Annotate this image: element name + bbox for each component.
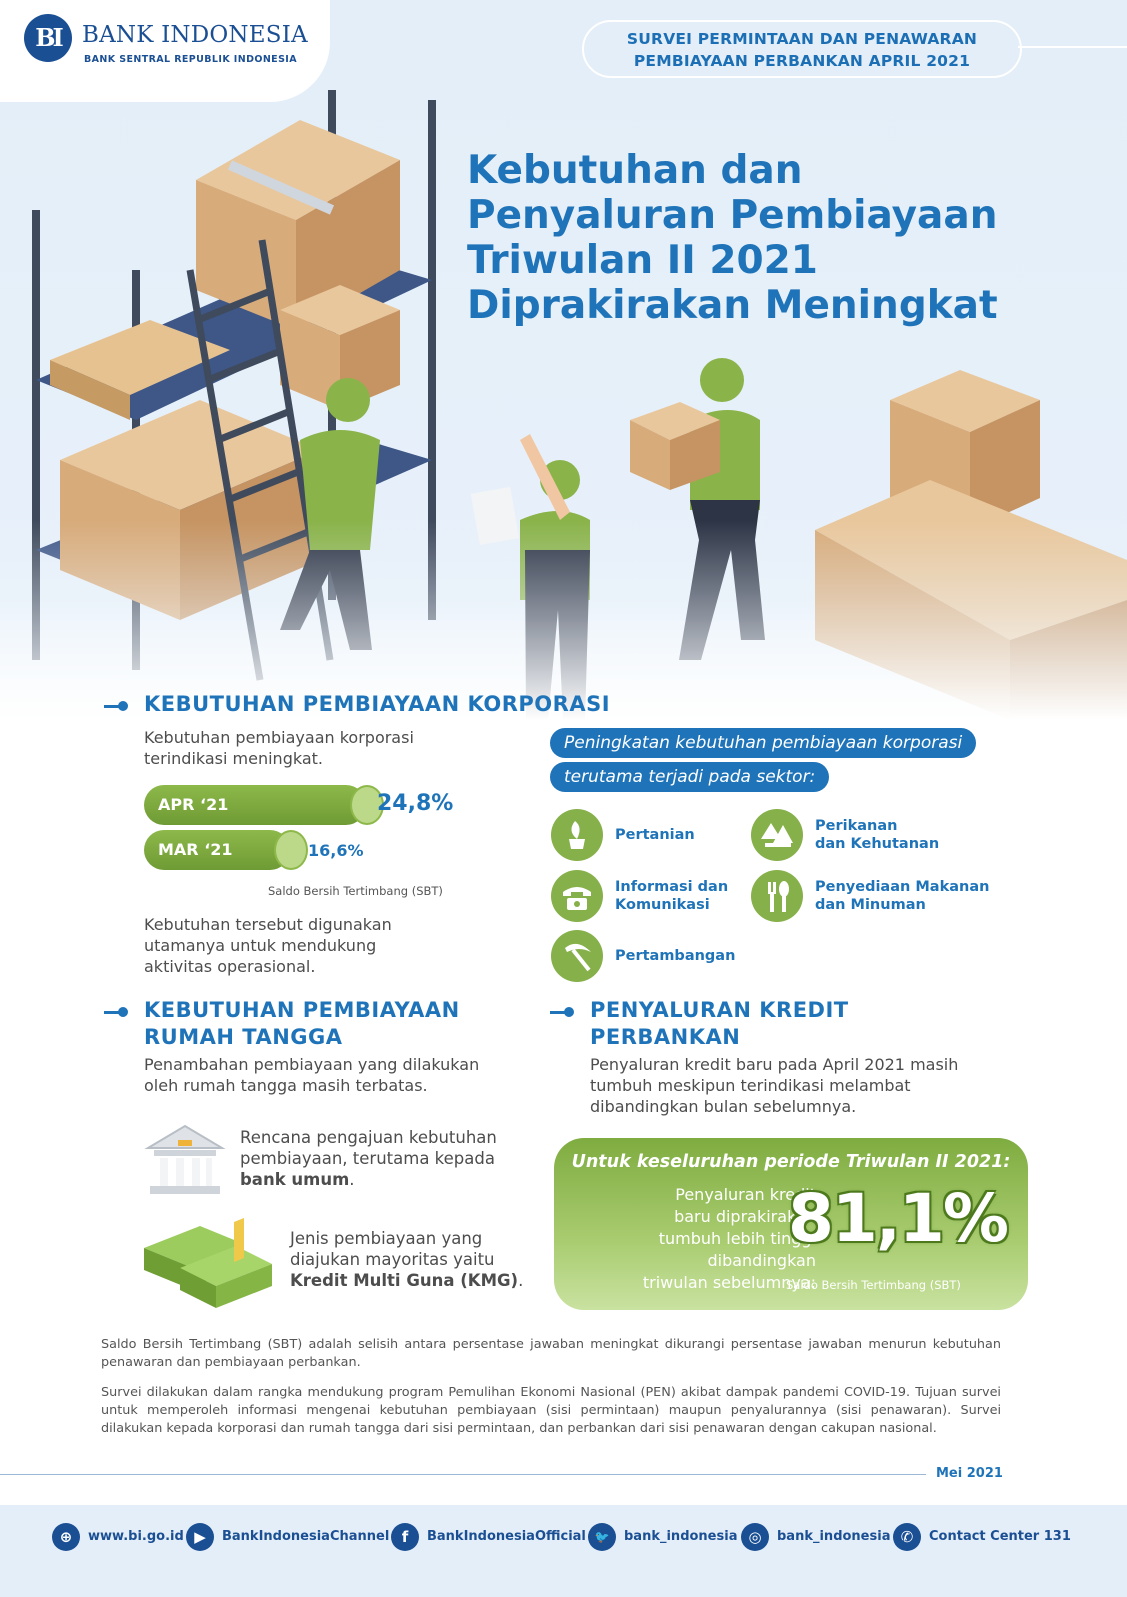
sector-informasi-line1: Informasi dan [615, 879, 729, 895]
link-youtube-text: BankIndonesiaChannel [222, 1529, 390, 1544]
sector-tag-line1: Peningkatan kebutuhan pembiayaan korporasi [550, 728, 976, 758]
kredit-intro-line1: Penyaluran kredit baru pada April 2021 masih [590, 1055, 959, 1074]
sector-makanan-line1: Penyediaan Makanan [815, 879, 990, 895]
link-contact-text: Contact Center 131 [929, 1529, 1071, 1544]
rt-bank-line2: pembiayaan, terutama kepada [240, 1149, 495, 1168]
bar-mar-end [274, 830, 308, 870]
box-desc-line1: Penyaluran kredit [675, 1185, 816, 1204]
instagram-icon: ◎ [741, 1523, 769, 1551]
rt-bank-line1: Rencana pengajuan kebutuhan [240, 1128, 497, 1147]
rt-kmg-emphasis: Kredit Multi Guna (KMG) [290, 1271, 519, 1290]
tree-icon [751, 809, 803, 861]
bar-mar-21 [144, 830, 290, 870]
sector-makanan [815, 878, 989, 914]
kredit-intro-line3: dibandingkan bulan sebelumnya. [590, 1097, 857, 1116]
money-stack-icon [140, 1218, 276, 1310]
heading-rt-line2: RUMAH TANGGA [144, 1025, 343, 1049]
rt-kmg-period: . [518, 1271, 524, 1290]
sector-tag-line2: terutama terjadi pada sektor: [550, 762, 829, 792]
rt-kmg-line1: Jenis pembiayaan yang [290, 1229, 483, 1248]
kredit-box-title: Untuk keseluruhan periode Triwulan II 2021: [571, 1152, 1011, 1172]
link-instagram-text: bank_indonesia [777, 1529, 891, 1544]
sector-perikanan [815, 817, 939, 853]
rt-bank-text [240, 1127, 497, 1190]
kredit-highlight-box [554, 1138, 1028, 1310]
bar-mar-label: MAR ‘21 [158, 840, 233, 859]
title-line2: Penyaluran Pembiayaan [467, 193, 998, 238]
heading-rt-line1: KEBUTUHAN PEMBIAYAAN [144, 998, 460, 1022]
section-bullet-icon [550, 1007, 576, 1017]
section-bullet-icon [104, 1007, 130, 1017]
title-line4: Diprakirakan Meningkat [467, 283, 998, 328]
logo-name: BANK INDONESIA [82, 22, 308, 48]
sector-informasi-line2: Komunikasi [615, 897, 710, 913]
sector-pertambangan-label: Pertambangan [615, 948, 736, 964]
korporasi-intro-line2: terindikasi meningkat. [144, 749, 323, 768]
link-website-text: www.bi.go.id [88, 1529, 184, 1544]
survey-title-line2: PEMBIAYAAN PERBANKAN APRIL 2021 [633, 52, 971, 70]
facebook-icon: f [391, 1523, 419, 1551]
telephone-icon [551, 870, 603, 922]
youtube-icon: ▶ [186, 1523, 214, 1551]
bar-apr-value: 24,8% [377, 791, 454, 816]
section-bullet-icon [104, 701, 130, 711]
bar-apr-21 [144, 785, 366, 825]
phone-icon: ✆ [893, 1523, 921, 1551]
bar-mar-value: 16,6% [308, 841, 364, 860]
korporasi-intro [144, 727, 414, 769]
bank-indonesia-logo-icon: BI [24, 14, 72, 62]
plant-icon [551, 809, 603, 861]
rt-intro-line2: oleh rumah tangga masih terbatas. [144, 1076, 428, 1095]
title-line1: Kebutuhan dan [467, 148, 803, 193]
box-desc-line2: baru diprakirakan [674, 1207, 816, 1226]
sbt-definition: Saldo Bersih Tertimbang (SBT) adalah selisih antara persentase jawaban meningkat dikurangi persentase jawaban menurun kebutuhan penawaran dan pembiayaan perbankan. [101, 1337, 1001, 1370]
kredit-intro-line2: tumbuh meskipun terindikasi melambat [590, 1076, 911, 1095]
globe-icon: ⊕ [52, 1523, 80, 1551]
sector-pertanian [615, 826, 695, 844]
logo-subtitle: BANK SENTRAL REPUBLIK INDONESIA [84, 54, 297, 65]
rt-bank-emphasis: bank umum [240, 1170, 350, 1189]
rt-kmg-text [290, 1228, 523, 1291]
rt-intro-line1: Penambahan pembiayaan yang dilakukan [144, 1055, 480, 1074]
heading-kredit-line2: PERBANKAN [590, 1025, 741, 1049]
heading-korporasi: KEBUTUHAN PEMBIAYAAN KORPORASI [144, 692, 611, 716]
usage-line2: utamanya untuk mendukung [144, 936, 377, 955]
link-facebook-text: BankIndonesiaOfficial [427, 1529, 586, 1544]
box-desc-line5: triwulan sebelumnya: [642, 1273, 816, 1292]
heading-kredit [590, 997, 849, 1051]
usage-line1: Kebutuhan tersebut digunakan [144, 915, 392, 934]
title-line3: Triwulan II 2021 [467, 238, 818, 283]
sector-perikanan-line2: dan Kehutanan [815, 836, 940, 852]
box-desc-line3: tumbuh lebih tinggi [658, 1229, 816, 1248]
twitter-icon: 🐦 [588, 1523, 616, 1551]
sector-perikanan-line1: Perikanan [815, 818, 898, 834]
survey-badge-line [1018, 46, 1127, 48]
box-desc-line4: dibandingkan [707, 1251, 816, 1270]
bank-building-icon [140, 1118, 230, 1202]
rt-intro [144, 1054, 479, 1096]
footer-bar [0, 1505, 1127, 1597]
korporasi-usage [144, 914, 392, 977]
sector-informasi [615, 878, 728, 914]
sector-pertambangan [615, 947, 735, 965]
kredit-intro [590, 1054, 958, 1117]
survey-description: Survei dilakukan dalam rangka mendukung program Pemulihan Ekonomi Nasional (PEN) akibat dampak pandemi COVID-19. Tujuan survei untuk memperoleh informasi mengenai kebutuhan pembiayaan (sisi permintaan) maupun penyalurannya (sisi penawaran). Survei dilakukan kepada korporasi dan rumah tangga dari sisi permintaan, dan perbankan dari sisi penawaran dengan cakupan nasional. [101, 1385, 1001, 1436]
link-twitter-text: bank_indonesia [624, 1529, 738, 1544]
rt-bank-period: . [349, 1170, 355, 1189]
logo-area [0, 0, 330, 102]
rt-kmg-line2: diajukan mayoritas yaitu [290, 1250, 495, 1269]
kredit-box-sbt: Saldo Bersih Tertimbang (SBT) [786, 1278, 961, 1292]
survey-title-line1: SURVEI PERMINTAAN DAN PENAWARAN [626, 30, 978, 48]
date-divider [0, 1474, 926, 1475]
fork-spoon-icon [751, 870, 803, 922]
page-title [467, 148, 1027, 328]
usage-line3: aktivitas operasional. [144, 957, 316, 976]
bar-apr-label: APR ‘21 [158, 795, 229, 814]
heading-rumah-tangga [144, 997, 460, 1051]
heading-kredit-line1: PENYALURAN KREDIT [590, 998, 849, 1022]
pickaxe-icon [551, 930, 603, 982]
sector-makanan-line2: dan Minuman [815, 897, 926, 913]
korporasi-intro-line1: Kebutuhan pembiayaan korporasi [144, 728, 414, 747]
sbt-note: Saldo Bersih Tertimbang (SBT) [268, 884, 443, 898]
publication-date: Mei 2021 [936, 1466, 1003, 1481]
kredit-box-value: 81,1% [788, 1180, 1007, 1257]
survey-badge [582, 20, 1022, 78]
sector-pertanian-label: Pertanian [615, 827, 695, 843]
